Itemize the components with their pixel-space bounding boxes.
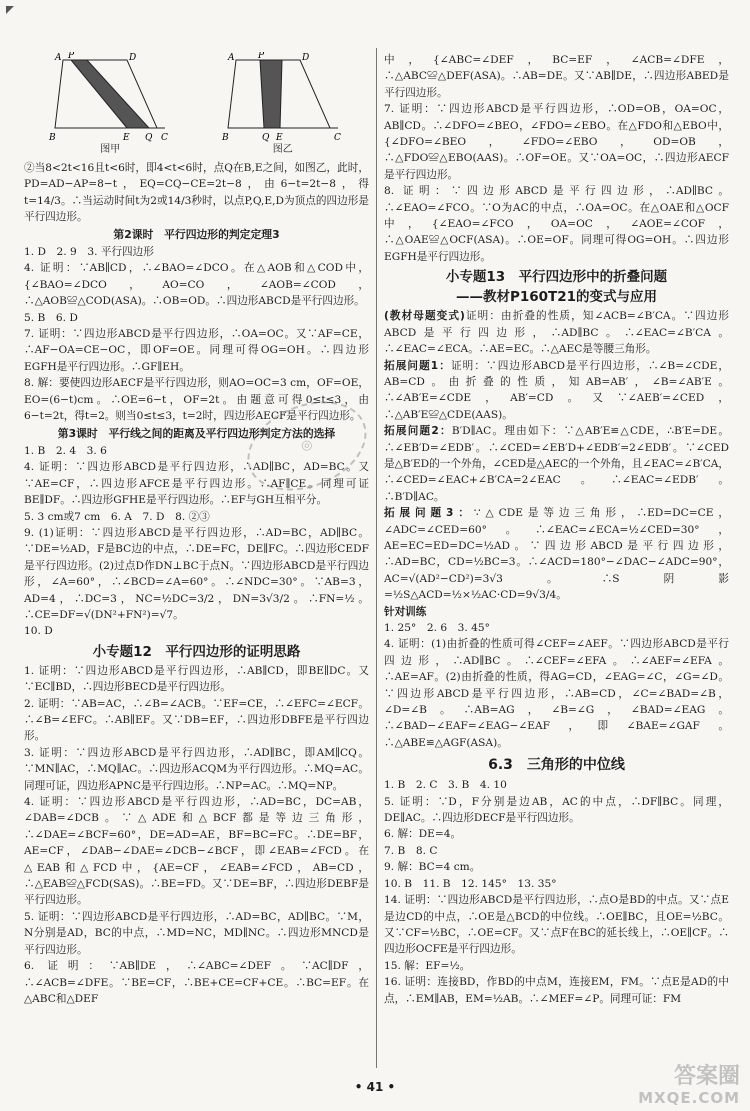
answer-item-text: B′D∥AC。理由如下：∵△AB′E≌△CDE，∴B′E=DE。∴∠EB′D=∠EDB′。∴∠CED=∠EB′D+∠EDB′=2∠EDB′。∵∠CED是△B′ED的一个外角，∠CED是△AEC的一个外角，且∠EAC=∠B′CA，∴∠CED=∠EAC+∠B′CA=2∠EAC。∴∠EAC=∠EDB′。∴B′D∥AC。 [384,425,729,503]
figure-yi-label-p: P [257,52,264,61]
answer-item: 2. 证明：∵AB=AC，∴∠B=∠ACB。∵EF=CE，∴∠EFC=∠ECF。∴∠B=∠EFC。∴AB∥EF。又∵DB=EF，∴四边形DBFE是平行四边形。 [24,697,369,743]
answer-item: 4. 证明：∵四边形ABCD是平行四边形，∴AD=BC，DC=AB，∠DAB=∠DCB。∵△ADE和△BCF都是等边三角形，∴∠DAE=∠BCF=60°，DE=AD=AE，BF=BC=FC。∴DE=BF，AE=CF，∠DAB−∠DAE=∠DCB−∠BCF，即∠EAB=∠FCD。在△EAB和△FCD中，{AE=CF，∠EAB=∠FCD，AB=CD，∴△EAB≌△FCD(SAS)。∴BE=FD。又∵DE=BF，∴四边形DEBF是平行四边形。 [24,796,369,907]
answer-item: 9. 解：BC=4 cm。 [384,861,481,874]
topic-heading: 小专题12 平行四边形的证明思路 [92,643,301,660]
answer-item [384,308,729,357]
answer-item-label: 拓展问题2： [384,425,452,438]
practice-label: 针对训练 [384,605,427,618]
figure-yi-label-b: B [221,133,229,143]
answer-item: 5. 3 cm或7 cm 6. A 7. D 8. ②③ [24,510,210,523]
figure-jia-label-c: C [161,133,169,143]
right-answer-flow [384,52,729,1007]
answer-item: 8. 证明：∵四边形ABCD是平行四边形，∴AD∥BC。∴∠EAO=∠FCO。∵O为AC的中点，∴OA=OC。在△OAE和△OCF中，{∠EAO=∠FCO，OA=OC，∠AOE=∠COF，∴△OAE≌△OCF(ASA)。∴OE=OF。同理可得OG=OH。∴四边形EGFH是平行四边形。 [384,185,729,263]
left-answer-flow [24,160,369,1007]
corner-mark [6,6,14,14]
figure-jia-label-b: B [49,133,56,143]
answer-item: 中，{∠ABC=∠DEF，BC=EF，∠ACB=∠DFE，∴△ABC≌△DEF(ASA)。∴AB=DE。又∵AB∥DE，∴四边形ABED是平行四边形。 [384,54,729,99]
figure-yi [218,52,348,160]
lesson-heading: 第3课时 平行线之间的距离及平行四边形判定方法的选择 [57,426,336,440]
answer-item-label: (教材母题变式) [384,310,465,323]
right-column [384,52,729,1007]
figure-yi-label-c: C [333,133,341,143]
topic-heading: 小专题13 平行四边形中的折叠问题 [445,269,668,286]
figure-jia [45,52,175,160]
watermark-sub: MXQE.COM [638,1089,740,1107]
figure-yi-label-a: A [227,53,235,63]
answer-item: 6. 证明：∵AB∥DE，∴∠ABC=∠DEF。∵AC∥DF，∴∠ACB=∠DFE。∵BE=CF，∴BE+CE=CF+CE。∴BC=EF。在△ABC和△DEF [24,960,369,1005]
figure-row [24,52,369,160]
figure-jia-label-a: A [55,53,62,63]
answer-item: 16. 证明：连接BD，作BD的中点M，连接EM，FM。∵点E是AD的中点，∴EM∥AB，EM=½AB。∴∠MEF=∠P。同理可证：FM [384,976,729,1005]
figure-yi-label-q: Q [261,133,270,143]
left-column [24,52,369,1007]
answer-item-text: 证明：由折叠的性质，知∠ACB=∠B′CA。∵四边形ABCD是平行四边形，∴AD∥BC。∴∠EAC=∠B′CA。∴∠EAC=∠ECA。∴AE=EC。∴△AEC是等腰三角形。 [384,310,729,356]
answer-item: 8. 解：要使四边形AECF是平行四边形，则AO=OC=3 cm，OF=OE，EO=(6−t)cm。∴OE=6−t，OF=2t。由题意可得0≤t≤3，由6−t=2t，得t=2。则当0≤t≤3，t=2时，四边形AECF是平行四边形。 [24,377,369,423]
trapezoid-figure-jia [45,52,175,144]
answer-item: 4. 证明：∵四边形ABCD是平行四边形，∴AD∥BC，AD=BC。又∵AE=CF，∴四边形AFCE是平行四边形。∴AF∥CE。同理可证BE∥DF。∴四边形GFHE是平行四边形。∴EF与GH互相平分。 [24,461,369,507]
answer-item-text: ∵△CDE是等边三角形，∴ED=DC=CE，∠ADC=∠CED=60°。∴∠EAC=∠ECA=½∠CED=30°，AE=EC=ED=DC=½AD。∵四边形ABCD是平行四边形，∴AD=BC，CD=½BC=3。∴∠ACD=180°−∠DAC−∠ADC=90°，AC=√(AD²−CD²)=3√3。∴S阴影=½S△ACD=½×½AC·CD=9√3/4。 [384,507,729,602]
figure-jia-label-d: D [129,53,137,63]
answer-item: 1. B 2. 4 3. 6 [24,444,107,457]
answer-item: 1. B 2. C 3. B 4. 10 [384,779,507,792]
figure-jia-label-q: Q [145,133,153,143]
page-number: • 41 • [354,1080,396,1094]
figure-jia-label-e: E [123,133,130,143]
watermark-main: 答案圈 [673,1064,740,1089]
answer-item-text: 证明：∵四边形ABCD是平行四边形，∴∠B=∠CDE，AB=CD。由折叠的性质，知AB=AB′，∠B=∠AB′E。∴∠AB′E=∠CDE，AB′=CD。又∵∠AEB′=∠CED，∴△AB′E≌△CDE(AAS)。 [384,359,729,421]
answer-item: 7. B 8. C [384,844,438,857]
answer-item: 7. 证明：∵四边形ABCD是平行四边形，∴OD=OB，OA=OC，AB∥CD。∴∠DFO=∠BEO，∠FDO=∠EBO。在△FDO和△EBO中，{∠DFO=∠BEO，∠FDO=∠EBO，OD=OB，∴△FDO≌△EBO(AAS)。∴OF=OE。又∵OA=OC，∴四边形AECF是平行四边形。 [384,103,729,181]
answer-item-label: 拓展问题3： [384,507,474,520]
answer-item: 3. 证明：∵四边形ABCD是平行四边形，∴AD∥BC，即AM∥CQ。∵MN∥AC，∴MQ∥AC。∴四边形ACQM为平行四边形。∴MQ=AC。同理可证，四边形APNC是平行四边形。∴NP=AC。∴MQ=NP。 [24,746,369,792]
answer-item: 5. 证明：∵D，F分别是边AB，AC的中点，∴DF∥BC。同理，DE∥AC。∴四边形DECF是平行四边形。 [384,795,729,825]
answer-item-label: 拓展问题1： [384,359,451,372]
answer-item: 14. 证明：∵四边形ABCD是平行四边形，∴点O是BD的中点。又∵点E是边CD的中点，∴OE是△BCD的中位线。∴OE∥BC，且OE=½BC。又∵CF=½BC，∴OE=CF。又∵点F在BC的延长线上，∴OE∥CF。∴四边形OCFE是平行四边形。 [384,894,729,956]
answer-item: ②当8<2t<16且t<6时，即4<t<6时，点Q在B,E之间，如图乙，此时，PD=AD−AP=8−t，EQ=CQ−CE=2t−8，由6−t=2t−8，得t=14/3。∴当运动时间t为2或14/3秒时，以点P,Q,E,D为顶点的四边形是平行四边形。 [24,162,369,224]
answer-item: 1. 证明：∵四边形ABCD是平行四边形，∴AB∥CD，即BE∥DC。又∵EC∥BD，∴四边形BECD是平行四边形。 [24,664,369,694]
answer-item [384,423,729,505]
answer-item: 4. 证明：∵AB∥CD，∴∠BAO=∠DCO。在△AOB和△COD中，{∠BAO=∠DCO，AO=CO，∠AOB=∠COD，∴△AOB≌△COD(ASA)。∴OB=OD。∴四边形ABCD是平行四边形。 [24,262,369,308]
figure-yi-caption: 图乙 [272,144,293,155]
answer-item: 7. 证明：∵四边形ABCD是平行四边形，∴OA=OC。又∵AF=CE，∴AF−OA=CE−OC，即OF=OE。同理可得OG=OH。∴四边形EGFH是平行四边形。∴GF∥EH。 [24,328,369,373]
answer-item [384,505,729,603]
answer-item: 6. 解：DE=4。 [384,828,462,841]
topic-subheading: ——教材P160T21的变式与应用 [455,289,658,306]
answer-item: 10. B 11. B 12. 145° 13. 35° [384,877,557,890]
library-stamp: ◎ [234,385,380,507]
answer-item: 4. 证明：(1)由折叠的性质可得∠CEF=∠AEF。∵四边形ABCD是平行四边形，∴AD∥BC。∴∠CEF=∠EFA。∴∠AEF=∠EFA。∴AE=AF。(2)由折叠的性质，得AG=CD，∠EAG=∠C，∠G=∠D。∵四边形ABCD是平行四边形，∴AB=CD，∠C=∠BAD=∠B，∠D=∠B。∴AB=AG，∠B=∠G，∠BAD=∠EAG。∴∠BAD−∠EAF=∠EAG−∠EAF，即∠BAE=∠GAF。∴△ABE≌△AGF(ASA)。 [384,638,729,749]
answer-item: 9. (1)证明：∵四边形ABCD是平行四边形，∴AD=BC，AD∥BC。∵DE=½AD，F是BC边的中点，∴DE=FC，DE∥FC。∴四边形CEDF是平行四边形。(2)过点D作DN⊥BC于点N。∵四边形ABCD是平行四边形，∠A=60°，∴∠BCD=∠A=60°。∴∠NDC=30°。∵AB=3，AD=4，∴DC=3，NC=½DC=3/2，DN=3√3/2。∴FN=½。∴CE=DF=√(DN²+FN²)=√7。 [24,526,369,621]
answer-item: 5. B 6. D [24,311,78,324]
answer-item: 10. D [24,625,53,638]
figure-yi-label-e: E [275,133,283,143]
figure-jia-label-p: P [68,52,75,61]
trapezoid-figure-yi [218,52,348,144]
answer-item: 1. 25° 2. 6 3. 45° [384,622,490,634]
column-divider [376,48,377,1068]
answer-item [384,358,729,424]
figure-jia-caption: 图甲 [100,144,121,155]
answer-item: 5. 证明：∵四边形ABCD是平行四边形，∴AD=BC，AD∥BC。∵M，N分别是AD，BC的中点，∴MD=NC，MD∥NC。∴四边形MNCD是平行四边形。 [24,910,369,956]
lesson-heading: 第2课时 平行四边形的判定定理3 [113,227,280,241]
answer-item: 15. 解：EF=½。 [384,959,471,972]
site-watermark [560,1064,740,1108]
answer-item: 1. D 2. 9 3. 平行四边形 [24,246,154,259]
figure-yi-label-d: D [301,53,309,63]
section-heading: 6.3 三角形的中位线 [488,757,625,774]
